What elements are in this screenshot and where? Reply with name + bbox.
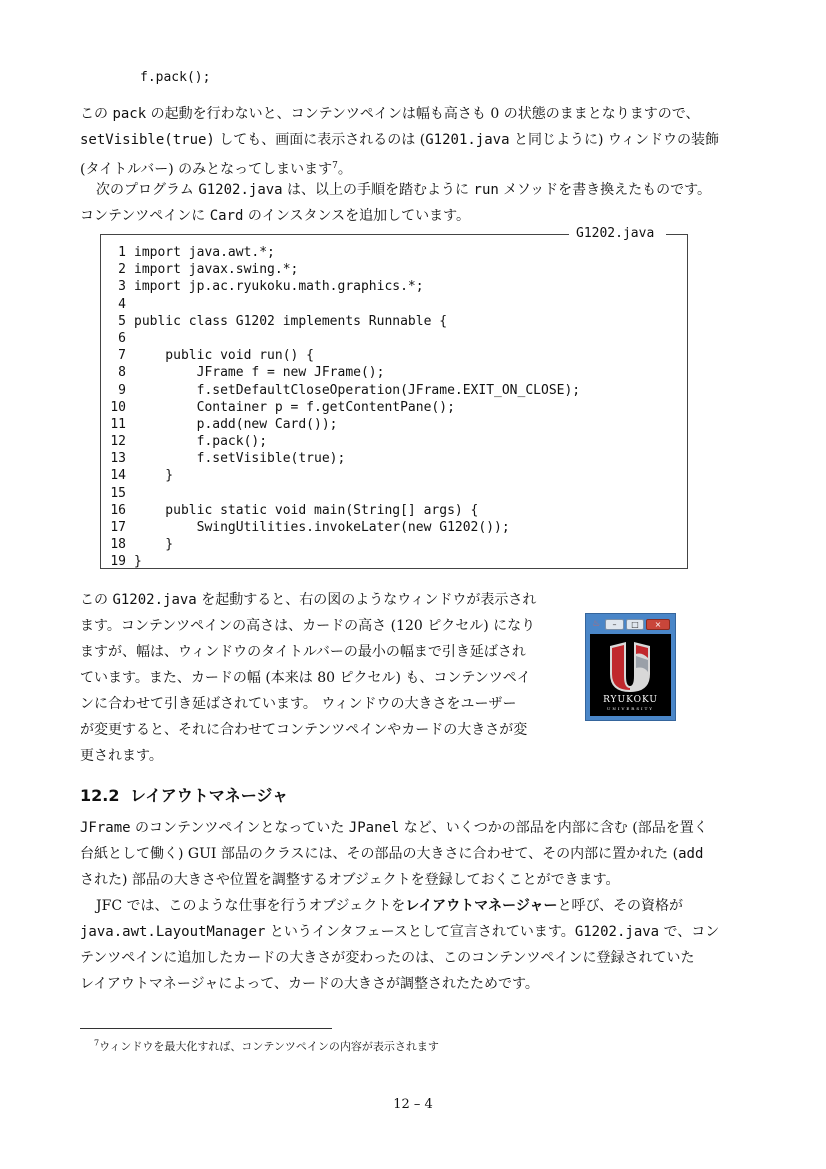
code-line: [104, 313, 580, 330]
code-line-number: 15: [110, 485, 126, 501]
code-line-text: import javax.swing.*;: [134, 262, 299, 278]
code-line-number: 17: [110, 520, 126, 535]
code-line: [104, 296, 580, 313]
code-line-text: Container p = f.getContentPane();: [134, 399, 455, 415]
code-line-text: public static void main(String[] args) {: [134, 502, 479, 518]
paragraph-program-intro: [80, 177, 716, 229]
code-line-number: 7: [118, 348, 126, 364]
code-line-text: import java.awt.*;: [134, 245, 275, 260]
code-line-number: 9: [118, 382, 126, 398]
code-line: [104, 553, 580, 570]
text-line: テンツペインに追加したカードの大きさが変わったのは、このコンテンツペインに登録されていた: [80, 950, 695, 966]
code-line-number: 1: [118, 245, 126, 260]
maximize-icon: □: [626, 619, 644, 630]
code-line-text: public class G1202 implements Runnable {: [134, 313, 448, 329]
inline-code: G1202.java: [198, 182, 283, 198]
code-line-text: f.setVisible(true);: [134, 451, 346, 467]
code-line: [104, 450, 580, 467]
code-line: [104, 399, 580, 416]
text: 。: [337, 161, 352, 178]
code-line: [104, 278, 580, 295]
code-line: [104, 519, 580, 536]
code-line-number: 10: [110, 399, 126, 415]
code-line-text: }: [134, 554, 142, 570]
footnote-rule: [80, 1028, 332, 1029]
inline-code: G1202.java: [574, 924, 660, 940]
close-icon: ×: [646, 619, 670, 630]
footnote-marker: 7: [332, 161, 338, 171]
text: は、以上の手順を踏むように: [282, 182, 474, 198]
text: 台紙として働く) GUI 部品のクラスには、その部品の大きさに合わせて、その内部に置かれた (: [80, 846, 679, 862]
code-line-number: 2: [118, 262, 126, 278]
text: (タイトルバー) のみとなってしまいます: [80, 161, 333, 178]
code-line-number: 5: [118, 313, 126, 329]
footnote-text: ウィンドウを最大化すれば、コンテンツペインの内容が表示されます: [99, 1040, 439, 1053]
text-line: された) 部品の大きさや位置を調整するオブジェクトを登録しておくことができます。: [80, 872, 620, 888]
text-line: ています。また、カードの幅 (本来は 80 ピクセル) も、コンテンツペイ: [80, 670, 531, 686]
logo-text-university: UNIVERSITY: [607, 706, 654, 711]
university-logo-card: [590, 634, 671, 716]
inline-code: add: [678, 846, 704, 862]
window-screenshot: [585, 613, 676, 721]
code-line-number: 4: [118, 296, 126, 312]
text: JFC では、このような仕事を行うオブジェクトを: [96, 898, 406, 914]
code-line: [104, 347, 580, 364]
code-line: [104, 261, 580, 278]
code-line-text: p.add(new Card());: [134, 416, 338, 432]
text-line: レイアウトマネージャによって、カードの大きさが調整されたためです。: [80, 976, 539, 992]
university-emblem-icon: [590, 636, 671, 696]
inline-code: G1201.java: [425, 132, 510, 148]
code-line-number: 11: [110, 416, 126, 432]
text: のコンテンツペインとなっていた: [130, 820, 349, 836]
text: を起動すると、右の図のようなウィンドウが表示され: [196, 592, 537, 608]
text-line: ンに合わせて引き延ばされています。 ウィンドウの大きさをユーザー: [80, 696, 517, 712]
logo-text-ryukoku: RYUKOKU: [603, 695, 658, 705]
inline-code: JFrame: [80, 820, 131, 836]
code-listing: [104, 244, 580, 571]
text: で、コン: [659, 924, 720, 940]
text: など、いくつかの部品を内部に含む (部品を置く: [399, 820, 708, 836]
code-line: [104, 330, 580, 347]
paragraph-pack-explanation: [80, 101, 720, 179]
bold-term: レイアウトマネージャー: [405, 898, 558, 914]
code-line-text: JFrame f = new JFrame();: [134, 365, 385, 381]
minimize-icon: –: [605, 619, 624, 630]
inline-code: Card: [209, 208, 244, 224]
code-line: [104, 433, 580, 450]
code-line-text: f.pack();: [134, 434, 268, 450]
code-line-number: 19: [110, 554, 126, 570]
text: この: [80, 106, 113, 122]
text: というインタフェースとして宣言されています。: [265, 924, 575, 940]
inline-code: run: [473, 182, 499, 198]
code-line-text: public void run() {: [134, 348, 315, 364]
code-line: [104, 382, 580, 399]
footnote: [94, 1038, 439, 1054]
section-number: 12.2: [80, 786, 120, 805]
section-heading: [80, 783, 288, 806]
code-line: [104, 467, 580, 484]
code-line-text: f.setDefaultCloseOperation(JFrame.EXIT_ON_CLOSE);: [134, 382, 581, 398]
footnote-marker: 7: [94, 1038, 100, 1048]
window-titlebar: [588, 616, 673, 632]
code-line-number: 12: [110, 434, 126, 450]
java-icon: ♨: [592, 619, 601, 629]
code-line-number: 6: [118, 330, 126, 346]
code-line-text: }: [134, 537, 174, 553]
code-listing-caption: G1202.java: [576, 226, 655, 241]
text: のインスタンスを追加しています。: [243, 208, 470, 224]
text: 次のプログラム: [96, 182, 199, 198]
code-line: [104, 536, 580, 553]
code-line-text: SwingUtilities.invokeLater(new G1202());: [134, 520, 510, 535]
code-line: [104, 485, 580, 502]
code-line-text: }: [134, 468, 174, 484]
code-line-number: 16: [110, 502, 126, 518]
text: の起動を行わないと、コンテンツペインは幅も高さも 0 の状態のままとなりますので、: [146, 106, 700, 122]
text: この: [80, 592, 113, 608]
code-line: [104, 416, 580, 433]
section-title: レイアウトマネージャ: [130, 786, 289, 805]
inline-code: pack: [112, 106, 147, 122]
code-line-number: 13: [110, 451, 126, 467]
text-line: ますが、幅は、ウィンドウのタイトルバーの最小の幅まで引き延ばされ: [80, 644, 526, 660]
inline-code: java.awt.LayoutManager: [80, 924, 266, 940]
text-line: ます。コンテンツペインの高さは、カードの高さ (120 ピクセル) になり: [80, 618, 536, 634]
inline-code: G1202.java: [112, 592, 197, 608]
paragraph-layout-manager: [80, 893, 720, 997]
code-fragment-pack: f.pack();: [140, 70, 211, 85]
text: と同じように) ウィンドウの装飾: [509, 132, 720, 148]
text: と呼び、その資格が: [557, 898, 684, 914]
text: しても、画面に表示されるのは (: [214, 132, 426, 148]
code-line-number: 18: [110, 537, 126, 553]
code-line-number: 8: [118, 365, 126, 381]
inline-code: JPanel: [348, 820, 400, 836]
code-line-number: 3: [118, 279, 126, 295]
page-number: 12 – 4: [393, 1097, 433, 1112]
paragraph-container-classes: [80, 815, 716, 893]
code-line-number: 14: [110, 468, 126, 484]
code-line: [104, 244, 580, 261]
code-line: [104, 364, 580, 381]
text: コンテンツペインに: [80, 208, 210, 224]
text-line: が変更すると、それに合わせてコンテンツペインやカードの大きさが変: [80, 722, 528, 738]
code-line-text: import jp.ac.ryukoku.math.graphics.*;: [134, 279, 424, 295]
text-line: 更されます。: [80, 748, 163, 764]
inline-code: setVisible(true): [80, 132, 215, 148]
paragraph-window-description: [80, 587, 550, 769]
code-line: [104, 502, 580, 519]
text: メソッドを書き換えたものです。: [498, 182, 712, 198]
